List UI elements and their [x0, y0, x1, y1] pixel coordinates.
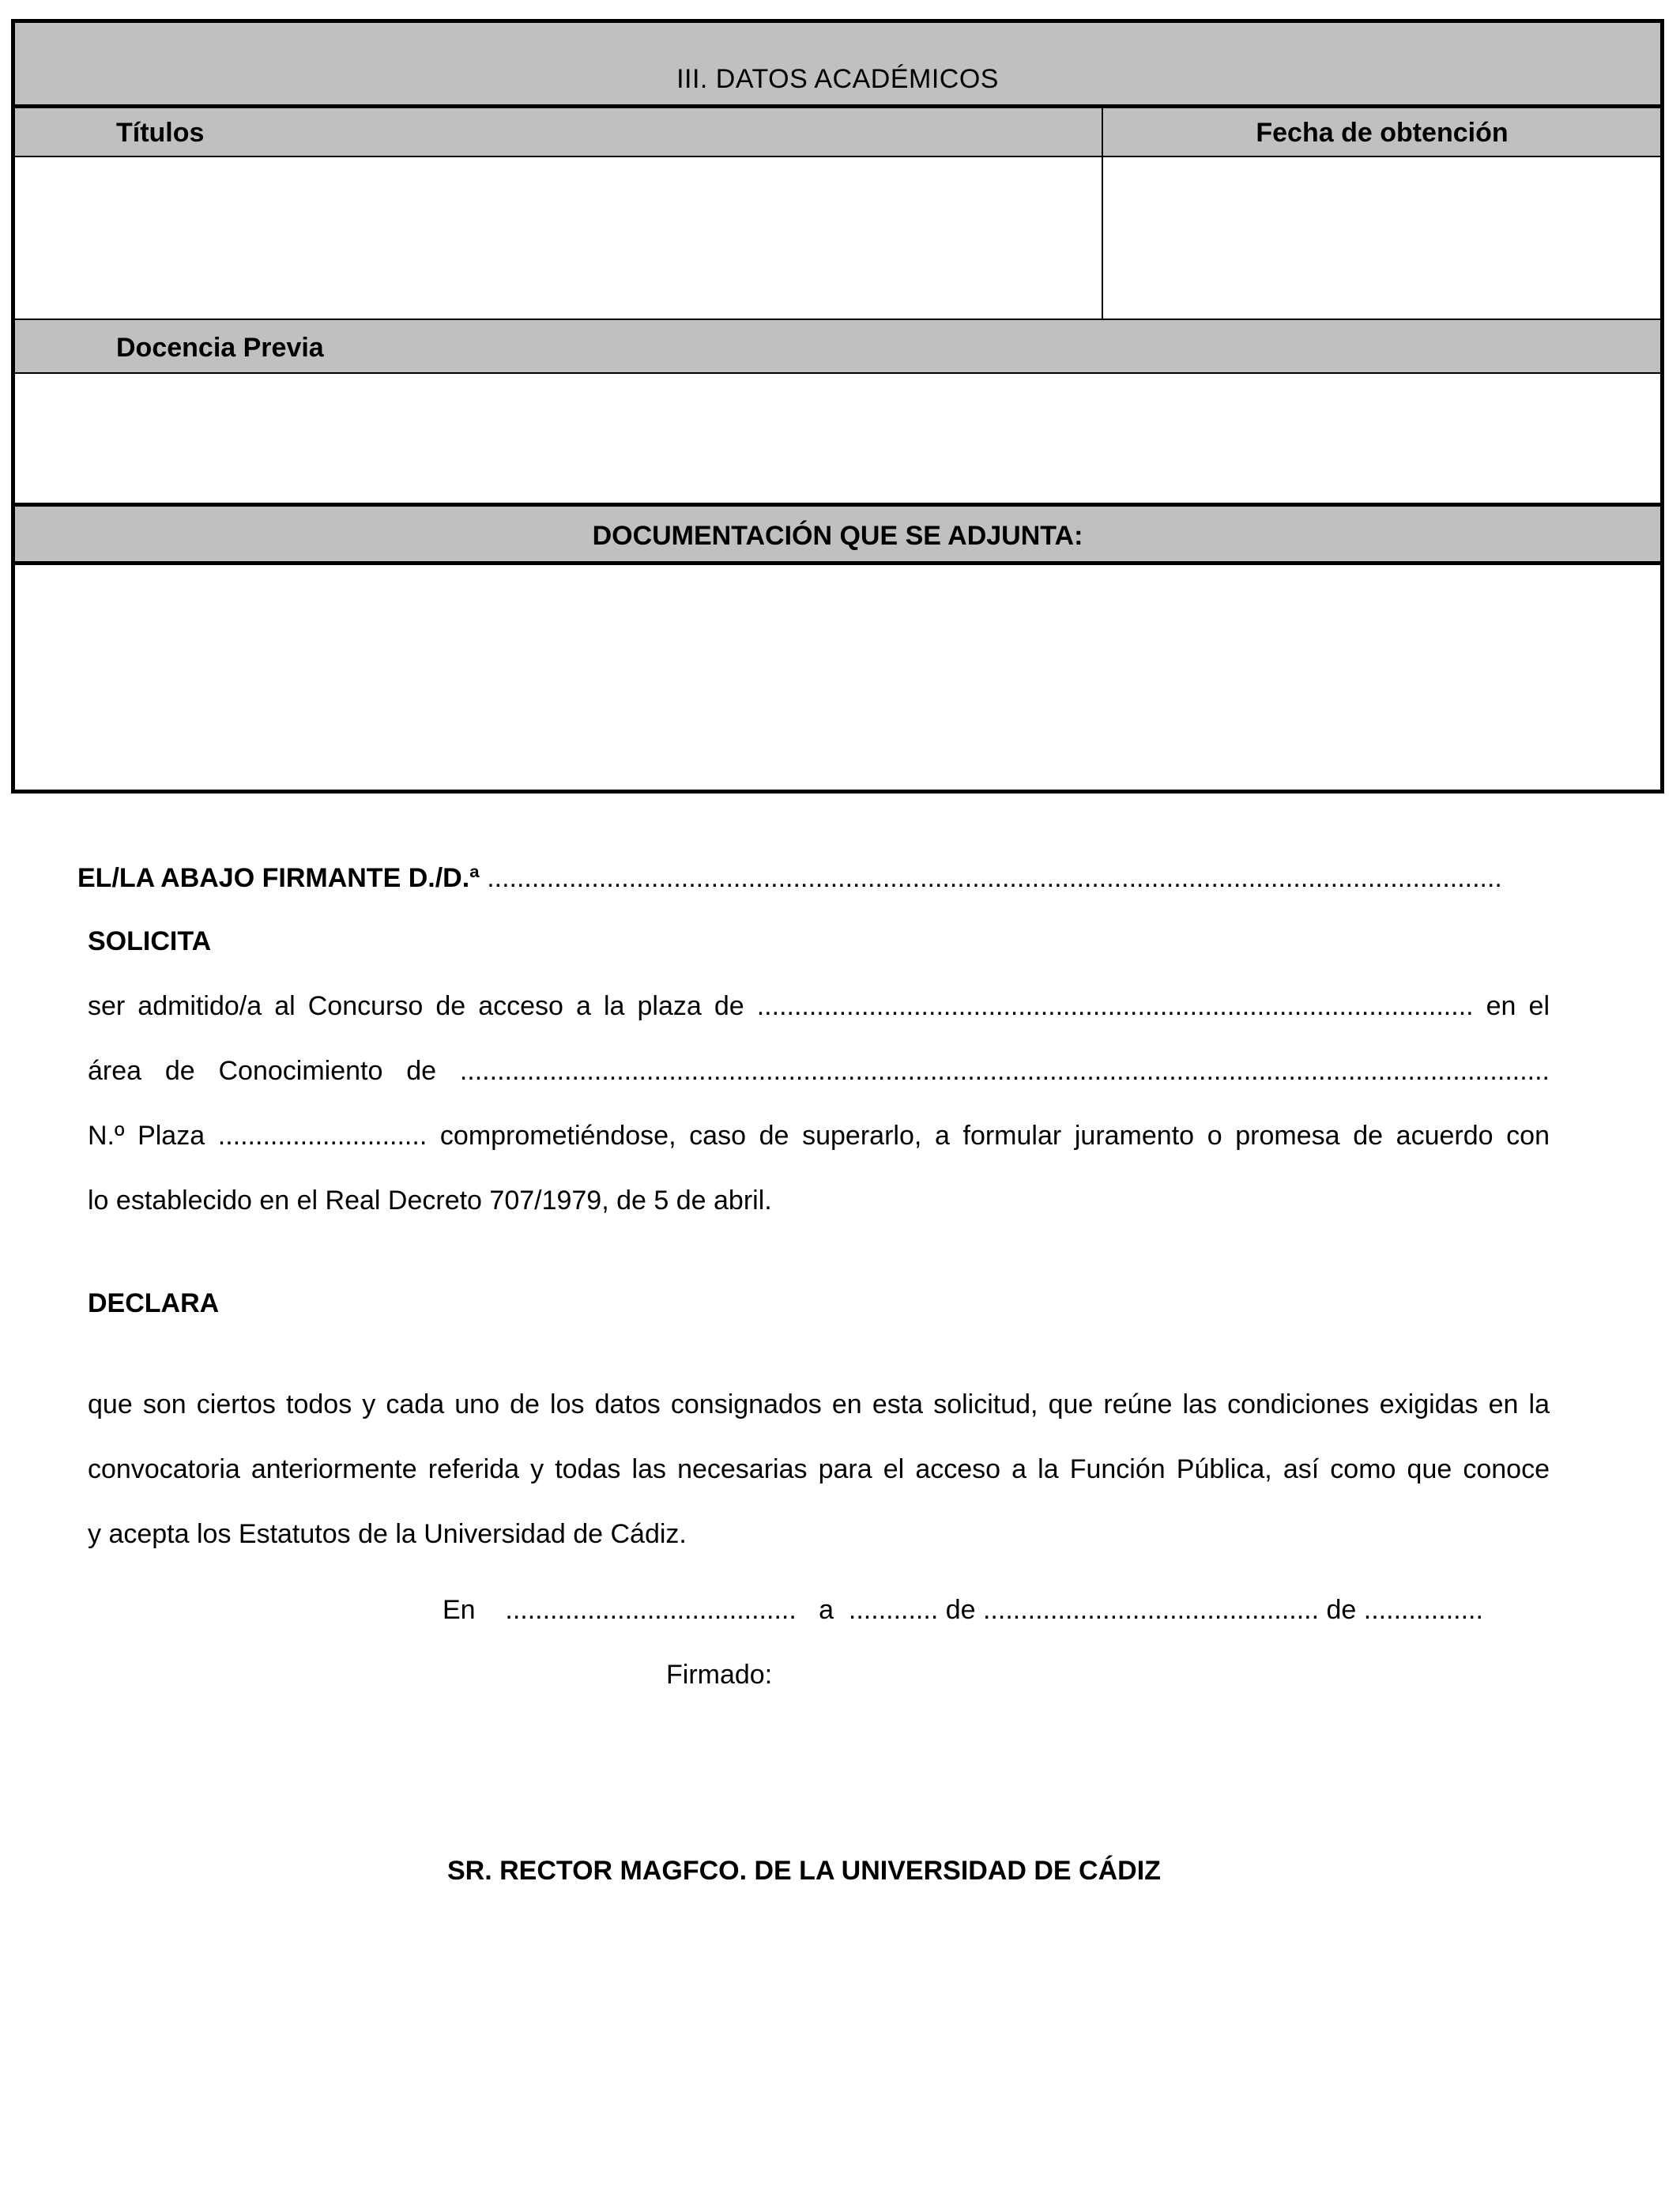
docencia-label: Docencia Previa — [116, 333, 324, 363]
titulos-entry-area[interactable] — [15, 157, 1660, 320]
solicita-line-1: ser admitido/a al Concurso de acceso a la plaza de ................................................................................................ en el — [88, 991, 1550, 1021]
firmante-blank[interactable]: ........................................................................................................................................ — [487, 863, 1502, 893]
docencia-header — [15, 320, 1660, 374]
documentacion-header — [15, 507, 1660, 565]
solicita-line-2: área de Conocimiento de .................................................................................................................................................. — [88, 1056, 1550, 1086]
declara-line-3: y acepta los Estatutos de la Universidad de Cádiz. — [88, 1519, 687, 1549]
firmante-line — [77, 863, 1502, 894]
solicita-line-3: N.º Plaza ............................ comprometiéndose, caso de superarlo, a formular juramento o promesa de acuerdo con — [88, 1121, 1550, 1151]
documentacion-entry-area[interactable] — [15, 565, 1660, 790]
documentacion-label: DOCUMENTACIÓN QUE SE ADJUNTA: — [592, 521, 1083, 551]
solicita-heading: SOLICITA — [88, 926, 212, 956]
col-titulos-header: Títulos — [116, 118, 205, 148]
firmado-label: Firmado: — [666, 1660, 773, 1690]
date-line[interactable]: En ....................................... a ............ de ............................................. de ................ — [443, 1595, 1483, 1625]
section-title-text: III. DATOS ACADÉMICOS — [676, 64, 999, 94]
academic-data-table — [11, 19, 1664, 794]
declara-line-2: convocatoria anteriormente referida y todas las necesarias para el acceso a la Función Pública, así como que conoce — [88, 1454, 1550, 1484]
solicita-line-4: lo establecido en el Real Decreto 707/1979, de 5 de abril. — [88, 1186, 772, 1216]
declara-heading: DECLARA — [88, 1288, 220, 1318]
column-header-row — [15, 108, 1660, 157]
firmante-label: EL/LA ABAJO FIRMANTE D./D.ª — [77, 863, 480, 893]
declara-line-1: que son ciertos todos y cada uno de los datos consignados en esta solicitud, que reúne las condiciones exigidas en la — [88, 1389, 1550, 1419]
section-title — [15, 23, 1660, 108]
recipient-line: SR. RECTOR MAGFCO. DE LA UNIVERSIDAD DE CÁDIZ — [447, 1856, 1161, 1886]
docencia-entry-area[interactable] — [15, 374, 1660, 507]
col-fecha-header: Fecha de obtención — [1256, 118, 1509, 148]
